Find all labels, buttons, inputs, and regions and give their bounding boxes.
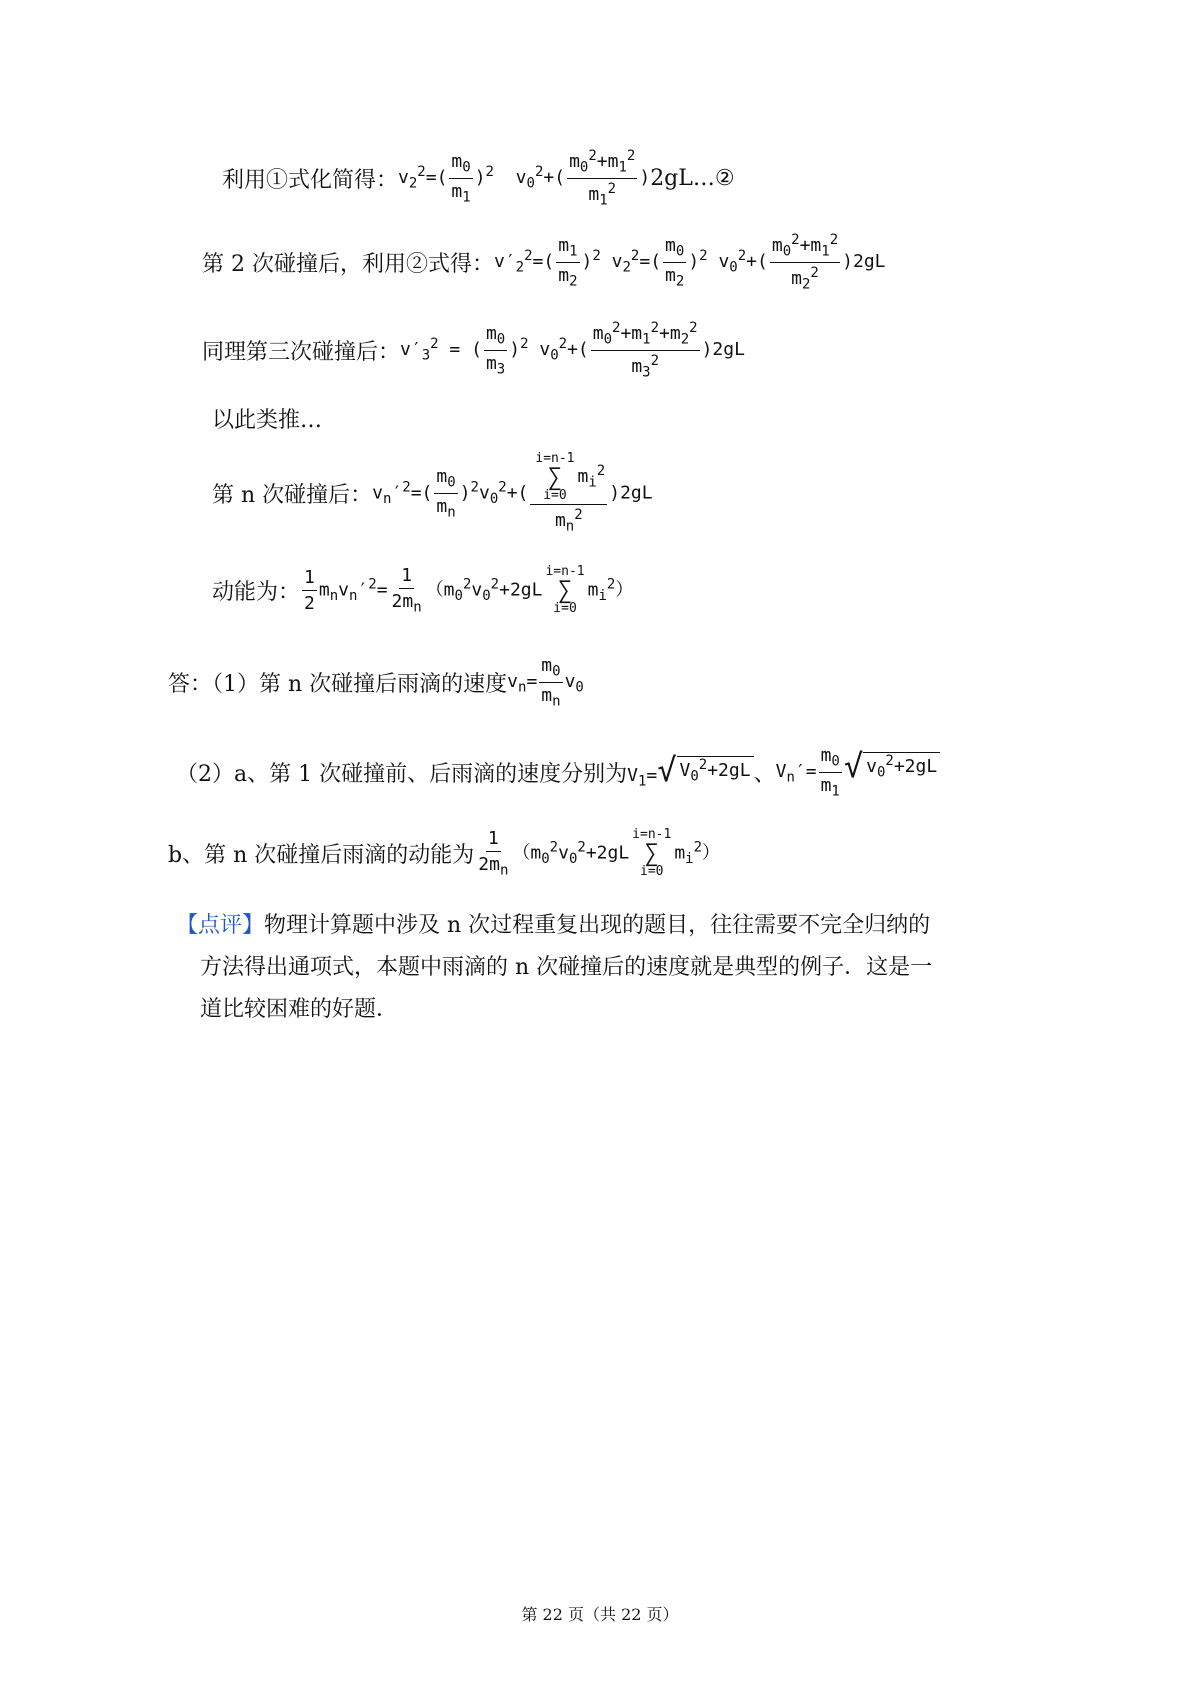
comment-tag: 【点评】 — [176, 913, 265, 938]
page-footer: 第 22 页（共 22 页） — [521, 1605, 679, 1624]
formula: $v'_3^2$ = ( $\frac{m_0}{m_3}$ )$^2$ $v_0^2+$( $\frac{m_0^2+m_1^2+m_2^2}{m_3^2}$ )2gL — [400, 320, 745, 381]
formula-tail: 2gL…② — [650, 165, 735, 191]
line-label: 动能为： — [212, 579, 301, 605]
equation-line-3 — [202, 320, 745, 380]
formula: $v_n'^2=$( $\frac{m_0}{m_n}$ )$^2v_0^2+$( i=n-1 ∑ i=0 $m_i^2$ $m_n^2$ )2gL — [372, 451, 653, 535]
line-label: 第 n 次碰撞后： — [212, 482, 373, 508]
comment-paragraph — [176, 905, 946, 1031]
answer-label: （2）a、第 1 次碰撞前、后雨滴的速度分别为 — [176, 761, 628, 787]
equation-line-5 — [212, 452, 653, 535]
answer-line-3 — [168, 828, 720, 879]
answer-line-1 — [168, 655, 584, 709]
answer-label: b、第 n 次碰撞后雨滴的动能为 — [168, 842, 475, 868]
separator: 、 — [753, 761, 776, 787]
answer-label: 答：（1）第 n 次碰撞后雨滴的速度 — [168, 671, 508, 697]
equation-line-2 — [202, 232, 886, 292]
comment-text: 物理计算题中涉及 n 次过程重复出现的题目，往往需要不完全归纳的方法得出通项式，本题中雨滴的 n 次碰撞后的速度就是典型的例子．这是一道比较困难的好题． — [200, 913, 933, 1022]
equation-line-4 — [212, 403, 322, 434]
equation-line-1 — [222, 148, 735, 208]
formula: $v_n=$ $\frac{m_0}{m_n}$ $v_0$ — [507, 655, 584, 710]
formula-vn: $V_n'=$ $\frac{m_0}{m_1}$ √ $v_0^2+2gL$ — [776, 745, 941, 799]
line-label: 同理第三次碰撞后： — [202, 339, 401, 365]
formula-v1: $V_1=$ √ $V_0^2+2gL$ — [627, 754, 753, 790]
formula: $\frac{1}{2m_n}$ （$m_0^2v_0^2+2gL$ i=n-1 ∑ i=0 $m_i^2$） — [478, 827, 721, 880]
formula: $\frac{1}{2}$ $m_nv_n'^2=$ $\frac{1}{2m_n}$ （$m_0^2v_0^2+2gL$ i=n-1 ∑ i=0 $m_i^2$） — [304, 564, 634, 617]
line-label: 第 2 次碰撞后，利用②式得： — [202, 251, 494, 277]
equation-line-6 — [212, 565, 633, 616]
formula: $v'_2^2=$( $\frac{m_1}{m_2}$ )$^2$ $v_2^2=$( $\frac{m_0}{m_2}$ )$^2$ $v_0^2+$( $\frac{m_0^2+m_1^2}{m_2^2}$ )2gL — [493, 232, 886, 293]
formula: $v_2^2=$( $\frac{m_0}{m_1}$ )$^2$ $v_0^2+$( $\frac{m_0^2+m_1^2}{m_1^2}$ ) — [398, 148, 651, 209]
line-label: 利用①式化简得： — [222, 167, 399, 193]
line-label: 以此类推… — [212, 408, 323, 433]
answer-line-2 — [176, 745, 940, 799]
